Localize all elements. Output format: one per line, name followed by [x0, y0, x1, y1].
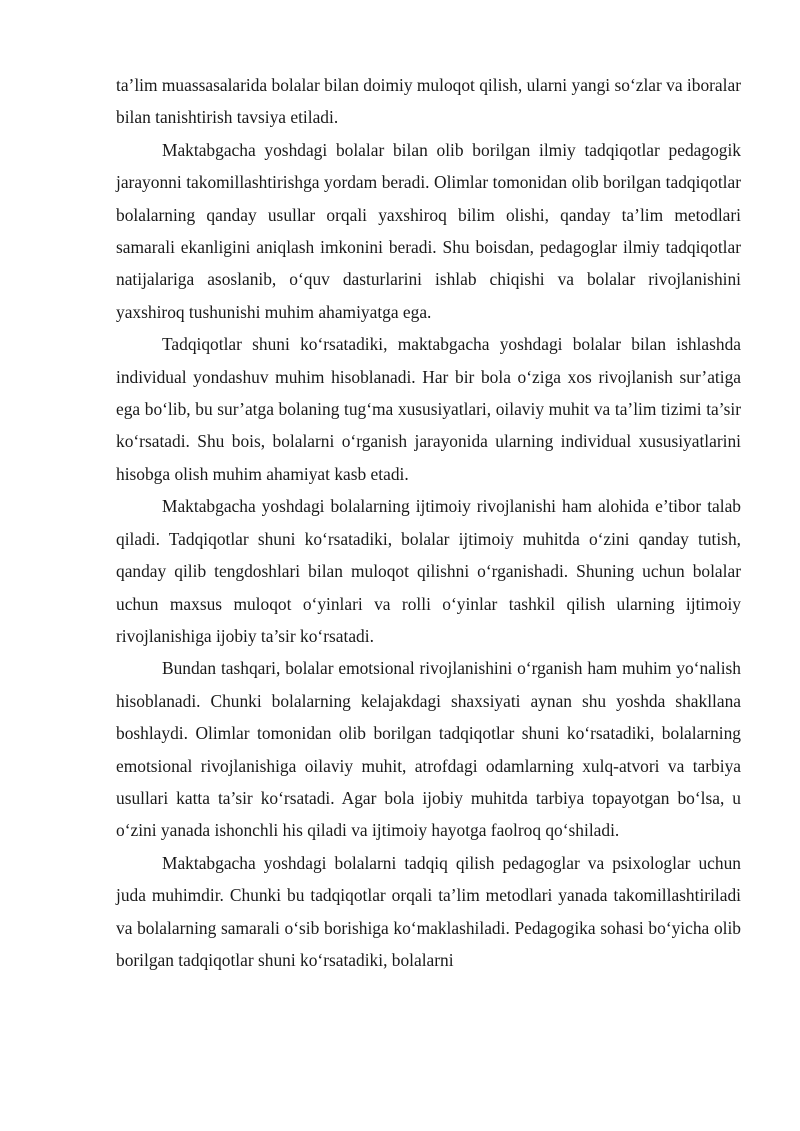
paragraph-continuation: ta’lim muassasalarida bolalar bilan doimiy muloqot qilish, ularni yangi so‘zlar va iboralar bilan tanishtirish tavsiya etiladi. [116, 75, 741, 128]
paragraph-social-development: Maktabgacha yoshdagi bolalarning ijtimoiy rivojlanishi ham alohida e’tibor talab qiladi. Tadqiqotlar shuni ko‘rsatadiki, bolalar ijtimoiy muhitda o‘zini qanday tutish, qanday qilib tengdoshlari bilan muloqot qilishni o‘rganishadi. Shuning uchun bolalar uchun maxsus muloqot o‘yinlari va rolli o‘yinlar tashkil qilish ularning ijtimoiy rivojlanishiga ijobiy ta’sir ko‘rsatadi. [116, 496, 741, 646]
paragraph-emotional-development: Bundan tashqari, bolalar emotsional rivojlanishini o‘rganish ham muhim yo‘nalish hisoblanadi. Chunki bolalarning kelajakdagi shaxsiyati aynan shu yoshda shakllana boshlaydi. Olimlar tomonidan olib borilgan tadqiqotlar shuni ko‘rsatadiki, bolalarning emotsional rivojlanishiga oilaviy muhit, atrofdagi odamlarning xulq-atvori va tarbiya usullari katta ta’sir ko‘rsatadi. Agar bola ijobiy muhitda tarbiya topayotgan bo‘lsa, u o‘zini yanada ishonchli his qiladi va ijtimoiy hayotga faolroq qo‘shiladi. [116, 658, 741, 841]
paragraph-research-importance: Maktabgacha yoshdagi bolalarni tadqiq qilish pedagoglar va psixologlar uchun juda muhimdir. Chunki bu tadqiqotlar orqali ta’lim metodlari yanada takomillashtiriladi va bolalarning samarali o‘sib borishiga ko‘maklashiladi. Pedagogika sohasi bo‘yicha olib borilgan tadqiqotlar shuni ko‘rsatadiki, bolalarni [116, 852, 741, 970]
document-page [116, 69, 741, 976]
paragraph-research-pedagogy: Maktabgacha yoshdagi bolalar bilan olib borilgan ilmiy tadqiqotlar pedagogik jarayonni takomillashtirishga yordam beradi. Olimlar tomonidan olib borilgan tadqiqotlar bolalarning qanday usullar orqali yaxshiroq bilim olishi, qanday ta’lim metodlari samarali ekanligini aniqlash imkonini beradi. Shu boisdan, pedagoglar ilmiy tadqiqotlar natijalariga asoslanib, o‘quv dasturlarini ishlab chiqishi va bolalar rivojlanishini yaxshiroq tushunishi muhim ahamiyatga ega. [116, 139, 741, 322]
paragraph-individual-approach: Tadqiqotlar shuni ko‘rsatadiki, maktabgacha yoshdagi bolalar bilan ishlashda individual yondashuv muhim hisoblanadi. Har bir bola o‘ziga xos rivojlanish sur’atiga ega bo‘lib, bu sur’atga bolaning tug‘ma xususiyatlari, oilaviy muhit va ta’lim tizimi ta’sir ko‘rsatadi. Shu bois, bolalarni o‘rganish jarayonida ularning individual xususiyatlarini hisobga olish muhim ahamiyat kasb etadi. [116, 334, 741, 484]
